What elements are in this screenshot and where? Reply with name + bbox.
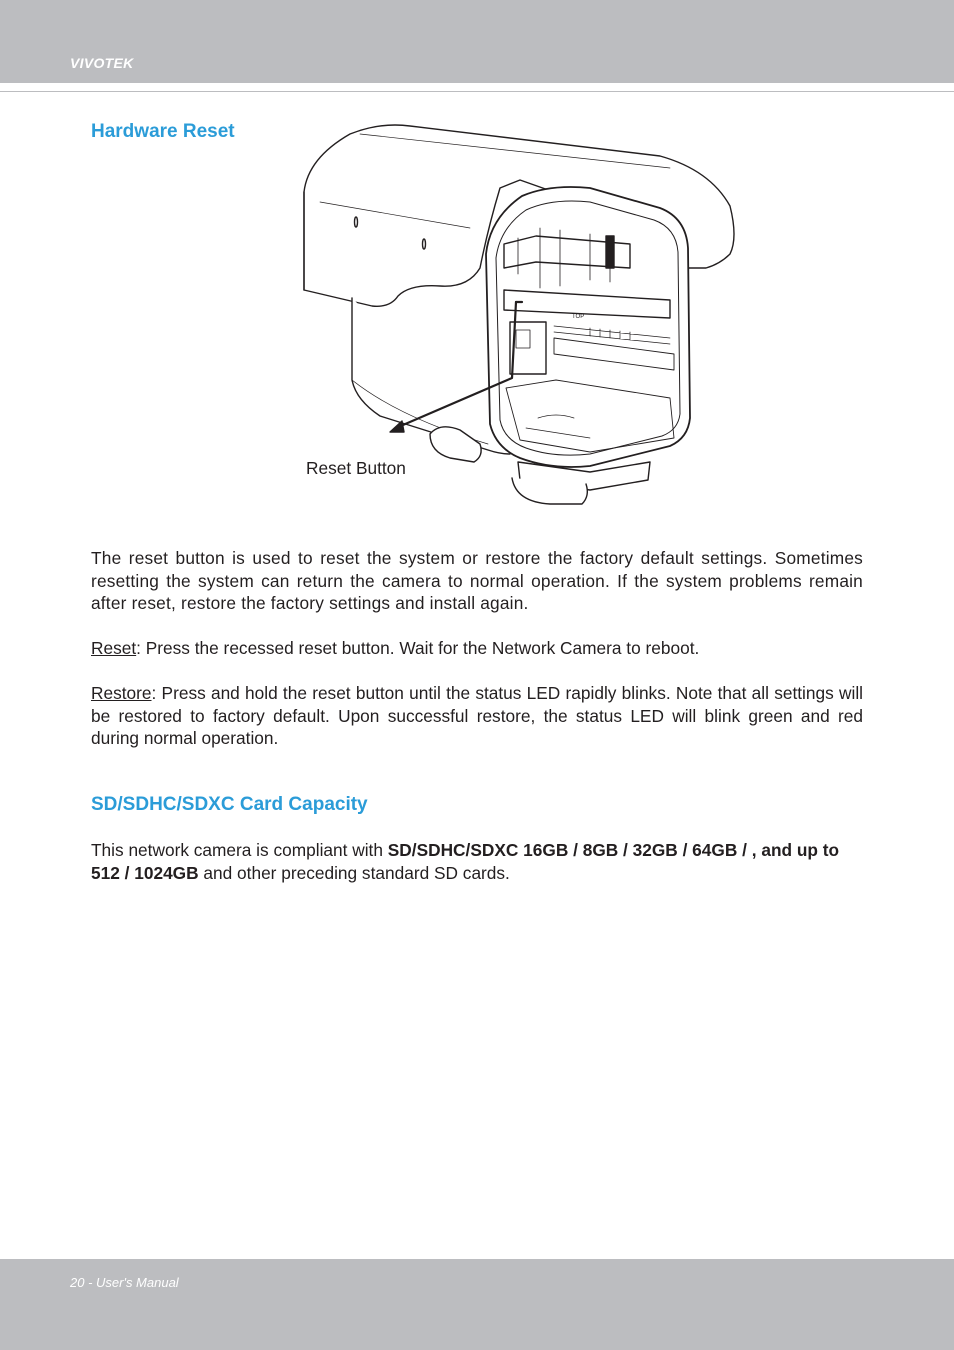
reset-text: : Press the recessed reset button. Wait for the Network Camera to reboot.: [136, 638, 700, 658]
sd-card-capacities: SD/SDHC/SDXC 16GB / 8GB / 32GB / 64GB / , and up to 512 / 1024GB: [91, 840, 840, 883]
header-band: [0, 0, 954, 83]
header-rule: [0, 91, 954, 92]
sd-card-text-after: and other preceding standard SD cards.: [198, 862, 510, 883]
sd-card-text-before: This network camera is compliant with: [91, 840, 388, 860]
sd-card-paragraph: [91, 839, 851, 884]
hardware-reset-title: Hardware Reset: [91, 121, 235, 142]
camera-housing-illustration: [290, 118, 750, 508]
reset-paragraph: [91, 637, 863, 660]
page-label: 20 - User's Manual: [70, 1275, 179, 1290]
reset-term: Reset: [91, 638, 137, 658]
reset-button-callout: Reset Button: [306, 458, 406, 478]
brand-name: VIVOTEK: [70, 55, 134, 71]
restore-text: : Press and hold the reset button until the status LED rapidly blinks. Note that all settings will be restored to factory default. Upon successful restore, the status LED will blink green and red during normal operation.: [91, 683, 863, 748]
pcb-top-marking: TOP: [572, 314, 585, 320]
restore-term: Restore: [91, 683, 152, 703]
restore-paragraph: [91, 682, 863, 750]
reset-intro-paragraph: The reset button is used to reset the system or restore the factory default settings. Sometimes resetting the system can return the camera to normal operation. If the system problems remain after reset, restore the factory settings and install again.: [91, 548, 863, 613]
sd-card-capacity-title: SD/SDHC/SDXC Card Capacity: [91, 794, 368, 815]
footer-band: [0, 1259, 954, 1350]
